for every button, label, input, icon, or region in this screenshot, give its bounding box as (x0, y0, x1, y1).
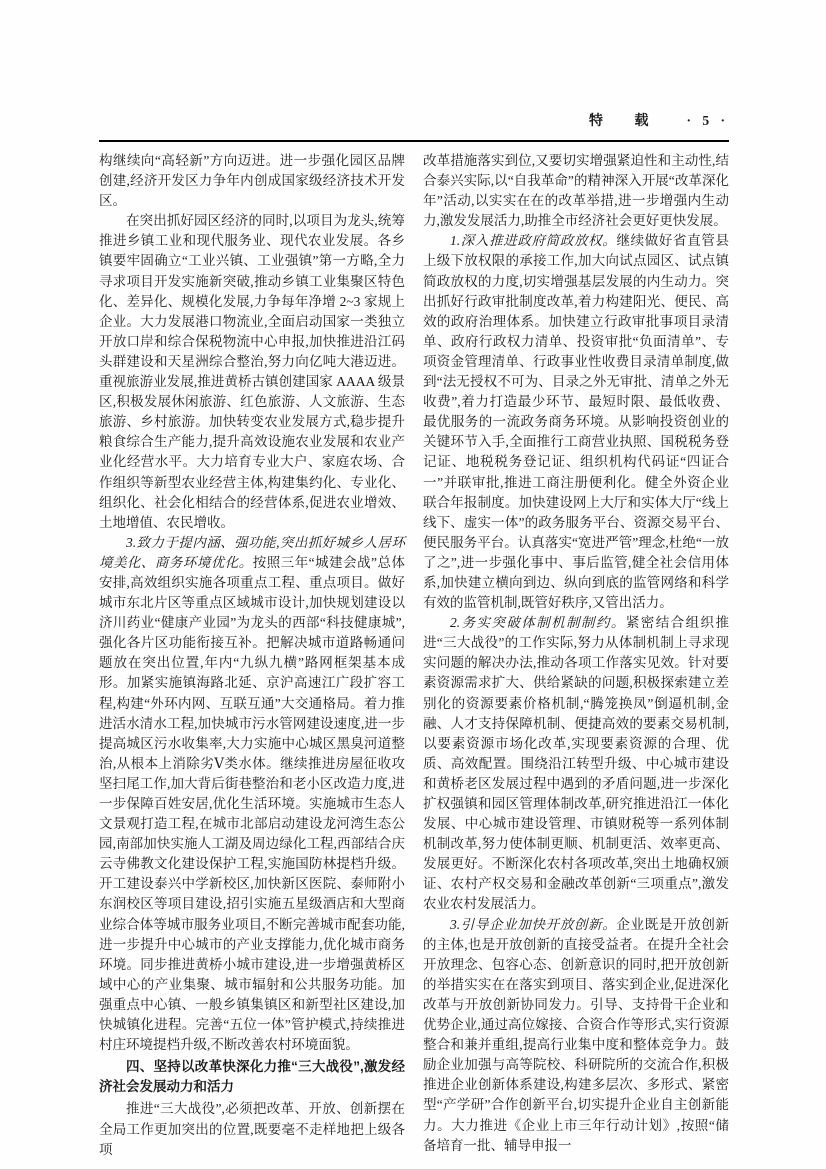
numbered-clause-lead: 1.深入推进政府简政放权。 (450, 233, 617, 249)
paragraph: 构继续向“高轻新”方向迈进。进一步强化园区品牌创建,经济开发区力争年内创成国家级经济技术开发区。 (99, 153, 405, 209)
paragraph: 推进“三大战役”,必须把改革、开放、创新摆在全局工作更加突出的位置,既要毫不走样地把上级各项 (99, 1101, 405, 1157)
section-label: 特 载 (588, 114, 663, 129)
page-number: · 5 · (686, 113, 729, 128)
paragraph: 1.深入推进政府简政放权。继续做好省直管县上级下放权限的承接工作,加大向试点园区、试点镇简政放权的力度,切实增强基层发展的内生动力。突出抓好行政审批制度改革,着力构建阳光、便民、高效的政府治理体系。加快建立行政审批事项目录清单、政府行政权力清单、投资审批“负面清单”、专项资金管理清单、行政事业性收费目录清单制度,做到“法无授权不可为、目录之外无审批、清单之外无收费”,着力打造最少环节、最短时限、最低收费、最优服务的一流政务商务环境。从影响投资创业的关键环节入手,全面推行工商营业执照、国税税务登记证、地税税务登记证、组织机构代码证“四证合一”并联审批,推进工商注册便利化。健全外资企业联合年报制度。加快建设网上大厅和实体大厅“线上线下、虚实一体”的政务服务平台、资源交易平台、便民服务平台。认真落实“宽进严管”理念,杜绝“一放了之”,进一步强化事中、事后监管,健全社会信用体系,加快建立横向到边、纵向到底的监管网络和科学有效的监管机制,既管好秩序,又管出活力。 (423, 233, 730, 611)
paragraph: 3.引导企业加快开放创新。企业既是开放创新的主体,也是开放创新的直接受益者。在提升全社会开放理念、包容心态、创新意识的同时,把开放创新的举措实实在在落实到项目、落实到企业,促进深化改革与开放创新协同发力。引导、支持骨干企业和优势企业,通过高位嫁接、合资合作等形式,实行资源整合和兼并重组,提高行业集中度和整体竞争力。鼓励企业加强与高等院校、科研院所的交流合作,积极推进企业创新体系建设,构建多层次、多形式、紧密型“产学研”合作创新平台,切实提升企业自主创新能力。大力推进《企业上市三年行动计划》,按照“储备培育一批、辅导申报一 (423, 916, 730, 1153)
numbered-clause-lead: 3.致力于提内涵、强功能,突出抓好城乡人居环境美化、商务环境优化。 (99, 534, 405, 570)
text-columns (99, 151, 729, 1160)
left-column (99, 151, 405, 1160)
paragraph: 在突出抓好园区经济的同时,以项目为龙头,统筹推进乡镇工业和现代服务业、现代农业发展。各乡镇要牢固确立“工业兴镇、工业强镇”第一方略,全力寻求项目开发实施新突破,推动乡镇工业集聚区特色化、差异化、规模化发展,力争每年净增 2~3 家规上企业。大力发展港口物流业,全面启动国家一类独立开放口岸和综合保税物流中心申报,加快推进沿江码头群建设和天星洲综合整治,努力向亿吨大港迈进。重视旅游业发展,推进黄桥古镇创建国家 AAAA 级景区,积极发展休闲旅游、红色旅游、人文旅游、生态旅游、乡村旅游。加快转变农业发展方式,稳步提升粮食综合生产能力,提升高效设施农业发展和农业产业化经营水平。大力培育专业大户、家庭农场、合作组织等新型农业经营主体,构建集约化、专业化、组织化、社会化相结合的经营体系,促进农业增效、土地增值、农民增收。 (99, 213, 405, 530)
paragraph: 改革措施落实到位,又要切实增强紧迫性和主动性,结合泰兴实际,以“自我革命”的精神深入开展“改革深化年”活动,以实实在在的改革举措,进一步增强内生动力,激发发展活力,助推全市经济社会更好更快发展。 (423, 153, 729, 229)
paragraph: 3.致力于提内涵、强功能,突出抓好城乡人居环境美化、商务环境优化。按照三年“城建会战”总体安排,高效组织实施各项重点工程、重点项目。做好城市东北片区等重点区域城市设计,加快规划建设以济川药业“健康产业园”为龙头的西部“科技健康城”,强化各片区功能衔接互补。把解决城市道路畅通问题放在突出位置,年内“九纵九横”路网框架基本成形。加紧实施镇海路北延、京沪高速江广段扩容工程,构建“外环内网、互联互通”大交通格局。着力推进活水清水工程,加快城市污水管网建设速度,进一步提高城区污水收集率,大力实施中心城区黑臭河道整治,从根本上消除劣Ⅴ类水体。继续推进房屋征收攻坚扫尾工作,加大背后街巷整治和老小区改造力度,进一步保障百姓安居,优化生活环境。实施城市生态人文景观打造工程,在城市北部启动建设龙河湾生态公园,南部加快实施人工湖及周边绿化工程,西部结合庆云寺佛教文化建设保护工程,实施国防林提档升级。开工建设泰兴中学新校区,加快新区医院、泰师附小东润校区等项目建设,招引实施五星级酒店和大型商业综合体等城市服务业项目,不断完善城市配套功能,进一步提升中心城市的产业支撑能力,优化城市商务环境。同步推进黄桥小城市建设,进一步增强黄桥区域中心的产业集聚、城市辐射和公共服务功能。加强重点中心镇、一般乡镇集镇区和新型社区建设,加快城镇化进程。完善“五位一体”管护模式,持续推进村庄环境提档升级,不断改善农村环境面貌。 (99, 534, 406, 1053)
numbered-clause-lead: 3.引导企业加快开放创新。 (450, 916, 617, 932)
header-rule (99, 140, 729, 142)
paragraph: 2.务实突破体制机制制约。紧密结合组织推进“三大战役”的工作实际,努力从体制机制上寻求现实问题的解决办法,推动各项工作落实见效。针对要素资源需求扩大、供给紧缺的问题,积极探索建立差别化的资源要素价格机制,“腾笼换凤”倒逼机制,金融、人才支持保障机制、便捷高效的要素交易机制,以要素资源市场化改革,实现要素资源的合理、优质、高效配置。围绕沿江转型升级、中心城市建设和黄桥老区发展过程中遇到的矛盾问题,进一步深化扩权强镇和园区管理体制改革,研究推进沿江一体化发展、中心城市建设管理、市镇财税等一系列体制机制改革,努力使体制更顺、机制更活、效率更高、发展更好。不断深化农村各项改革,突出土地确权颁证、农村产权交易和金融改革创新“三项重点”,激发农业农村发展活力。 (423, 615, 729, 912)
section-heading: 四、坚持以改革快深化力推“三大战役”,激发经济社会发展动力和活力 (99, 1059, 405, 1095)
right-column (423, 151, 729, 1160)
numbered-clause-lead: 2.务实突破体制机制制约。 (450, 615, 626, 631)
page-header (99, 110, 729, 134)
